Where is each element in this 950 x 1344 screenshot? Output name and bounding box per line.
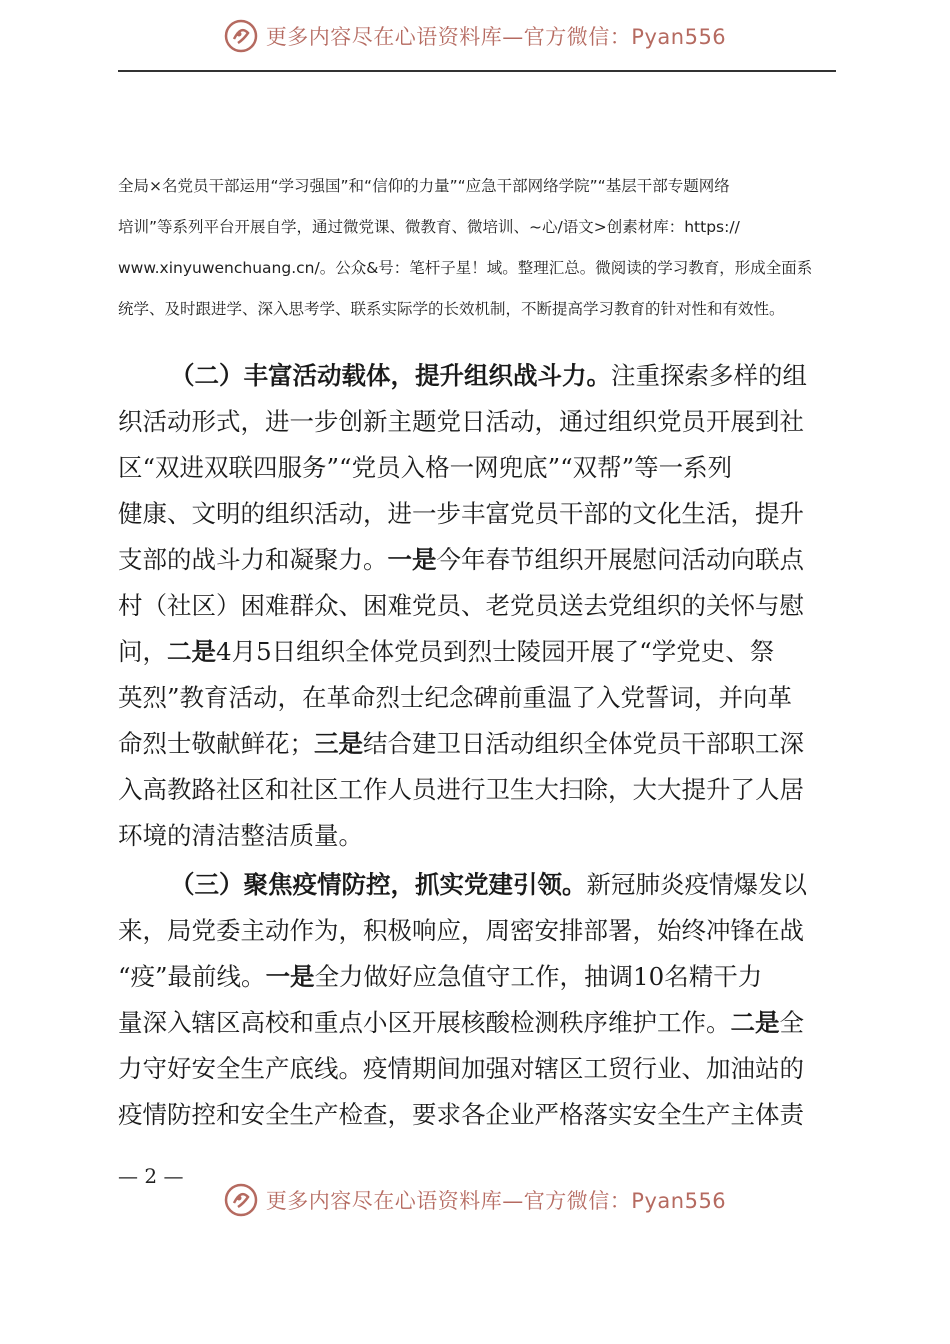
- intro-line: 统学、及时跟进学、深入思考学、联系实际学的长效机制，不断提高学习教育的针对性和有效性。: [118, 300, 785, 318]
- paragraph-line: 环境的清洁整洁质量。: [118, 821, 363, 850]
- intro-line: 全局×名党员干部运用“学习强国”和“信仰的力量”“应急干部网络学院”“基层干部专题网络: [118, 177, 730, 195]
- section-3-paragraph: [118, 862, 838, 1138]
- paragraph-line: 村（社区）困难群众、困难党员、老党员送去党组织的关怀与慰: [118, 591, 804, 620]
- brand-logo-icon: [224, 19, 258, 53]
- paragraph-line: 织活动形式，进一步创新主题党日活动，通过组织党员开展到社: [118, 407, 804, 436]
- section-2-heading: （二）丰富活动载体，提升组织战斗力。: [170, 361, 611, 390]
- header-divider: [118, 70, 836, 72]
- paragraph-line: 问，二是4月5日组织全体党员到烈士陵园开展了“学党史、祭: [118, 637, 775, 666]
- header-watermark-banner: [0, 16, 950, 56]
- paragraph-line: （三）聚焦疫情防控，抓实党建引领。新冠肺炎疫情爆发以: [170, 870, 807, 899]
- banner-text: 更多内容尽在心语资料库—官方微信：Pyan556: [265, 1189, 727, 1213]
- intro-paragraph: [118, 166, 838, 330]
- paragraph-line: 来，局党委主动作为，积极响应，周密安排部署，始终冲锋在战: [118, 916, 804, 945]
- paragraph-line: 英烈”教育活动，在革命烈士纪念碑前重温了入党誓词，并向革: [118, 683, 793, 712]
- paragraph-line: 疫情防控和安全生产检查，要求各企业严格落实安全生产主体责: [118, 1100, 804, 1129]
- paragraph-line: 区“双进双联四服务”“党员入格一网兜底”“双帮”等一系列: [118, 453, 733, 482]
- paragraph-line: 健康、文明的组织活动，进一步丰富党员干部的文化生活，提升: [118, 499, 804, 528]
- section-3-heading: （三）聚焦疫情防控，抓实党建引领。: [170, 870, 587, 899]
- paragraph-line: “疫”最前线。一是全力做好应急值守工作，抽调10名精干力: [118, 962, 763, 991]
- paragraph-line: 入高教路社区和社区工作人员进行卫生大扫除，大大提升了人居: [118, 775, 804, 804]
- banner-text: 更多内容尽在心语资料库—官方微信：Pyan556: [265, 25, 727, 49]
- paragraph-line: 量深入辖区高校和重点小区开展核酸检测秩序维护工作。二是全: [118, 1008, 804, 1037]
- paragraph-line: 命烈士敬献鲜花；三是结合建卫日活动组织全体党员干部职工深: [118, 729, 804, 758]
- paragraph-line: 支部的战斗力和凝聚力。一是今年春节组织开展慰问活动向联点: [118, 545, 804, 574]
- page-number: — 2 —: [118, 1164, 184, 1188]
- paragraph-line: （二）丰富活动载体，提升组织战斗力。注重探索多样的组: [170, 361, 807, 390]
- intro-line: www.xinyuwenchuang.cn/。公众&号：笔杆子星！域。整理汇总。微阅读的学习教育，形成全面系: [118, 259, 813, 277]
- paragraph-line: 力守好安全生产底线。疫情期间加强对辖区工贸行业、加油站的: [118, 1054, 804, 1083]
- brand-logo-icon: [224, 1183, 258, 1217]
- section-2-paragraph: [118, 353, 838, 859]
- intro-line: 培训”等系列平台开展自学，通过微党课、微教育、微培训、~心/语文>创素材库：https://: [118, 218, 740, 236]
- footer-watermark-banner: [0, 1180, 950, 1220]
